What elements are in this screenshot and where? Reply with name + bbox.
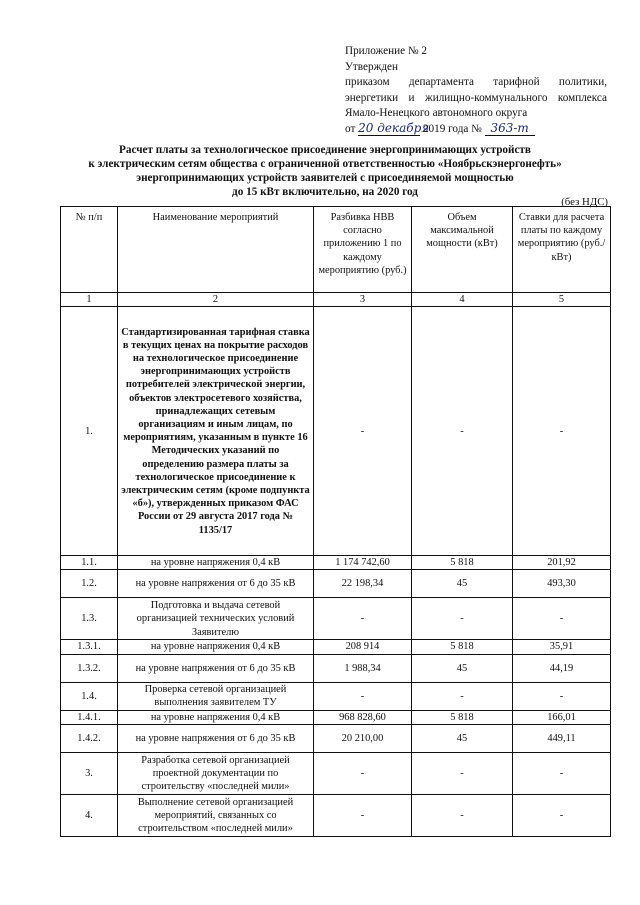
row-power: 5 818 — [412, 640, 513, 654]
row-nvv: - — [314, 794, 412, 836]
table-row — [61, 752, 611, 794]
vat-note: (без НДС) — [561, 196, 608, 208]
header-rate: Ставки для расчета платы по каждому мероприятию (руб./кВт) — [513, 207, 611, 293]
fee-table — [60, 206, 611, 837]
row-power: 5 818 — [412, 556, 513, 570]
col-num: 5 — [513, 293, 611, 307]
row-power: 5 818 — [412, 710, 513, 724]
handwritten-number: 363-т — [485, 122, 535, 136]
row-nvv: 1 988,34 — [314, 654, 412, 682]
table-row — [61, 710, 611, 724]
row-power: - — [412, 682, 513, 710]
row-number: 4. — [61, 794, 118, 836]
row-name: Подготовка и выдача сетевой организацией технических условий Заявителю — [118, 598, 314, 640]
row-nvv: - — [314, 752, 412, 794]
row-nvv: 208 914 — [314, 640, 412, 654]
row-rate: - — [513, 598, 611, 640]
row-number: 1.3.1. — [61, 640, 118, 654]
table-row — [61, 556, 611, 570]
approval-region-line: Ямало-Ненецкого автономного округа — [345, 107, 528, 119]
table-row — [61, 794, 611, 836]
row-rate: - — [513, 682, 611, 710]
row-number: 1.3. — [61, 598, 118, 640]
table-row — [61, 654, 611, 682]
row-nvv: - — [314, 598, 412, 640]
approved-label: Утвержден — [345, 60, 398, 73]
approval-block — [345, 44, 607, 137]
row-number: 1. — [61, 307, 118, 556]
row-rate: 493,30 — [513, 570, 611, 598]
row-number: 1.3.2. — [61, 654, 118, 682]
row-nvv: 22 198,34 — [314, 570, 412, 598]
row-name: Выполнение сетевой организацией мероприятий, связанных со строительством «последней мили» — [118, 794, 314, 836]
row-power: - — [412, 794, 513, 836]
title-line-1: Расчет платы за технологическое присоединение энергопринимающих устройств — [119, 144, 531, 156]
row-nvv: - — [314, 682, 412, 710]
col-num: 2 — [118, 293, 314, 307]
row-rate: 166,01 — [513, 710, 611, 724]
approval-department-line: энергетики и жилищно-коммунального комплекса — [345, 91, 607, 104]
approval-date-line — [345, 122, 607, 138]
row-name: Проверка сетевой организацией выполнения заявителем ТУ — [118, 682, 314, 710]
row-number: 1.4.1. — [61, 710, 118, 724]
table-row — [61, 724, 611, 752]
handwritten-date: 20 декабря — [358, 120, 430, 135]
row-rate: 449,11 — [513, 724, 611, 752]
row-rate: 35,91 — [513, 640, 611, 654]
column-number-row — [61, 293, 611, 307]
row-name: на уровне напряжения от 6 до 35 кВ — [118, 654, 314, 682]
row-name: на уровне напряжения 0,4 кВ — [118, 710, 314, 724]
row-nvv: 1 174 742,60 — [314, 556, 412, 570]
row-nvv: 968 828,60 — [314, 710, 412, 724]
row-name: на уровне напряжения 0,4 кВ — [118, 556, 314, 570]
title-line-2: к электрическим сетям общества с ограниченной ответственностью «Ноябрьскэнергонефть» — [88, 158, 562, 170]
row-rate: - — [513, 307, 611, 556]
date-prefix: от — [345, 122, 356, 135]
row-power: - — [412, 598, 513, 640]
table-row — [61, 682, 611, 710]
row-number: 1.1. — [61, 556, 118, 570]
row-power: 45 — [412, 724, 513, 752]
row-rate: - — [513, 752, 611, 794]
header-power: Объем максимальной мощности (кВт) — [412, 207, 513, 293]
row-number: 3. — [61, 752, 118, 794]
approval-order-line: приказом департамента тарифной политики, — [345, 76, 607, 88]
row-name: на уровне напряжения от 6 до 35 кВ — [118, 724, 314, 752]
table-row — [61, 307, 611, 556]
col-num: 3 — [314, 293, 412, 307]
appendix-label: Приложение № 2 — [345, 45, 427, 57]
table-header-row — [61, 207, 611, 293]
row-power: 45 — [412, 654, 513, 682]
row-number: 1.2. — [61, 570, 118, 598]
row-number: 1.4. — [61, 682, 118, 710]
row-nvv: 20 210,00 — [314, 724, 412, 752]
row-nvv: - — [314, 307, 412, 556]
row-rate: 44,19 — [513, 654, 611, 682]
header-name: Наименование мероприятий — [118, 207, 314, 293]
row-power: 45 — [412, 570, 513, 598]
row-name: Разработка сетевой организацией проектной документации по строительству «последней мили» — [118, 752, 314, 794]
row-name: Стандартизированная тарифная ставка в текущих ценах на покрытие расходов на технологическое присоединение энергопринимающих устройств потребителей электрической энергии, объектов электросетевого хозяйства, принадлежащих сетевым организациям и иным лицам, по мероприятиям, указанным в пункте 16 Методических указаний по определению размера платы за технологическое присоединение к электрическим сетям (кроме подпункта «б»), утвержденных приказом ФАС России от 29 августа 2017 года № 1135/17 — [118, 307, 314, 556]
row-power: - — [412, 752, 513, 794]
col-num: 4 — [412, 293, 513, 307]
document-title — [60, 143, 590, 199]
row-power: - — [412, 307, 513, 556]
row-name: на уровне напряжения 0,4 кВ — [118, 640, 314, 654]
row-rate: 201,92 — [513, 556, 611, 570]
row-number: 1.4.2. — [61, 724, 118, 752]
col-num: 1 — [61, 293, 118, 307]
header-nvv: Разбивка НВВ согласно приложению 1 по каждому мероприятию (руб.) — [314, 207, 412, 293]
date-suffix: 2019 года № — [422, 122, 482, 135]
row-name: на уровне напряжения от 6 до 35 кВ — [118, 570, 314, 598]
title-line-4: до 15 кВт включительно, на 2020 год — [232, 186, 418, 198]
row-rate: - — [513, 794, 611, 836]
table-row — [61, 570, 611, 598]
table-row — [61, 640, 611, 654]
header-number: № п/п — [61, 207, 118, 293]
title-line-3: энергопринимающих устройств заявителей с присоединяемой мощностью — [136, 172, 514, 184]
table-row — [61, 598, 611, 640]
